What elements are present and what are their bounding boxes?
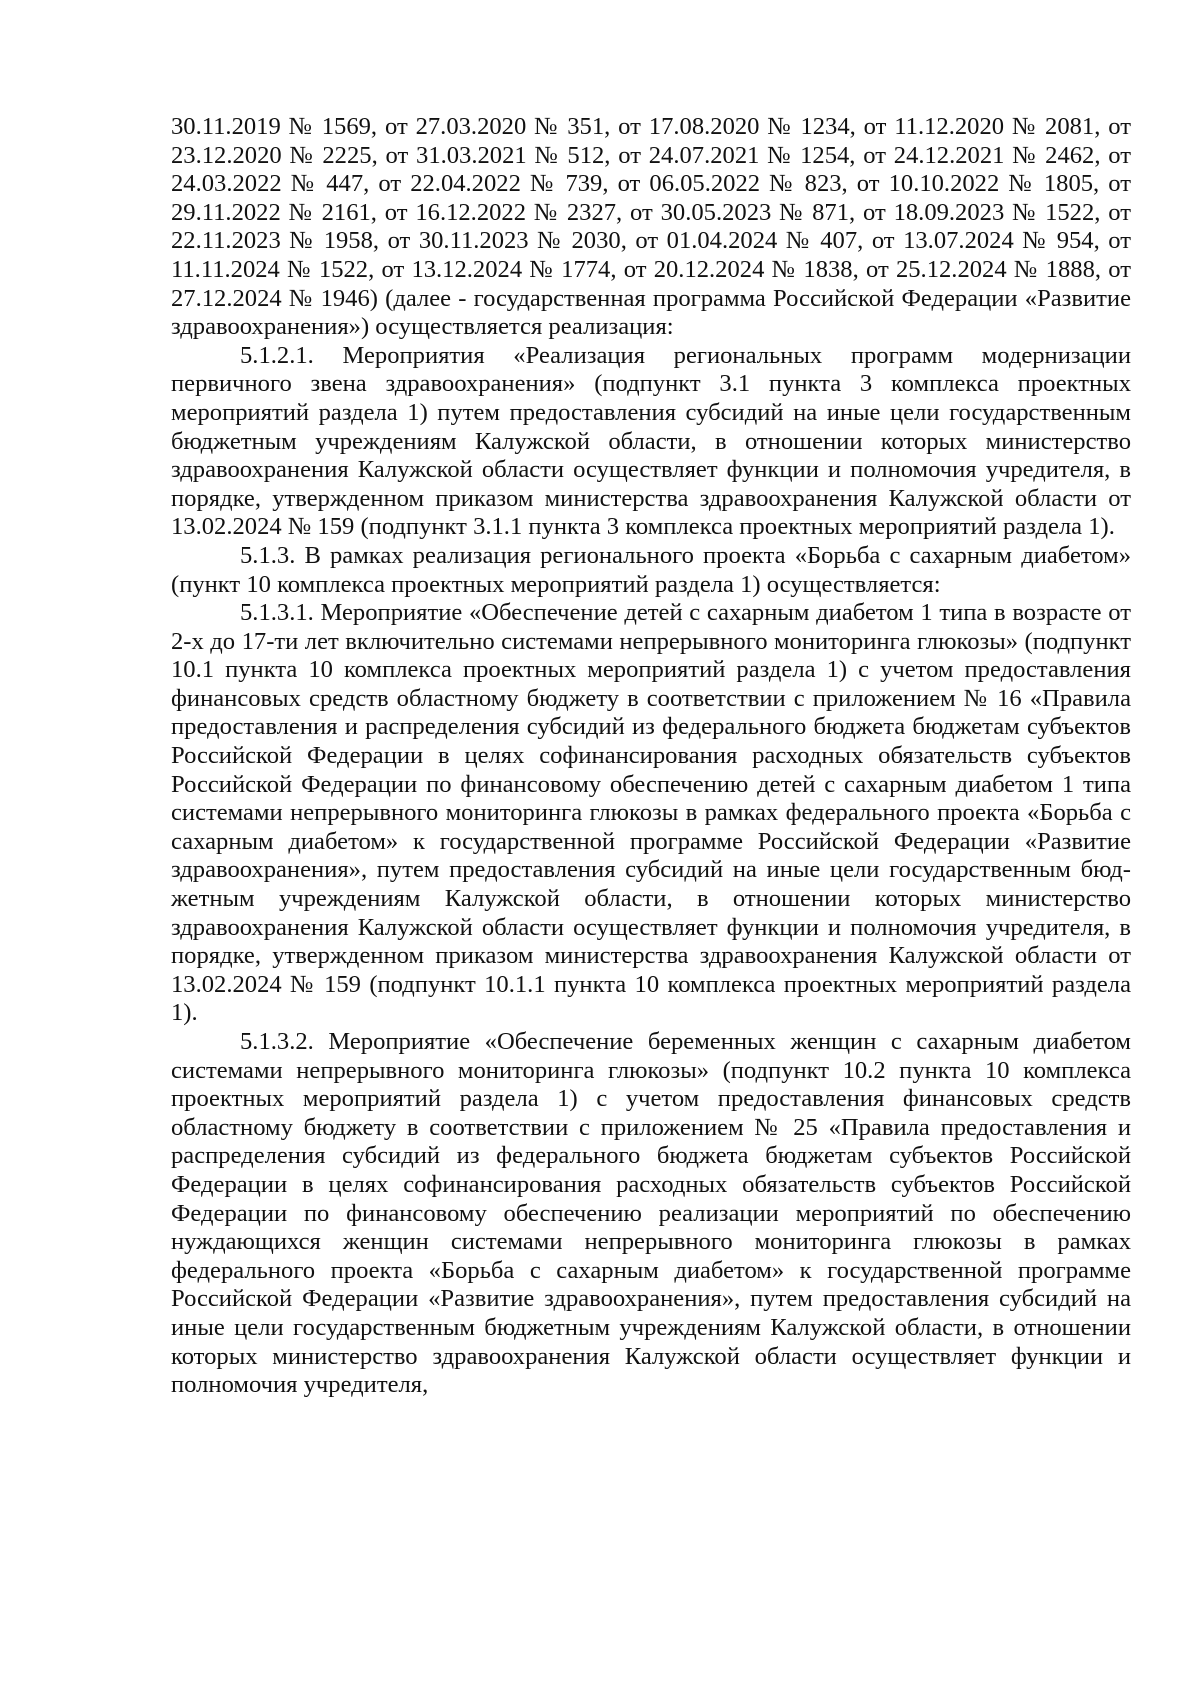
paragraph-5-1-3-2: 5.1.3.2. Мероприятие «Обеспечение беременных женщин с сахарным диабетом системами непрерывного мониторинга глюкозы» (подпункт 10.2 пункта 10 комплекса проектных мероприятий раздела 1) с учетом предоставления финансовых средств областному бюджету в соответствии с приложением № 25 «Правила предоставления и распределения субсидий из федерального бюджета бюджетам субъектов Российской Федерации в целях софинансирования расходных обязательств субъектов Российской Федерации по финансовому обеспечению реализации мероприятий по обеспечению нуждающихся женщин системами непрерывного мониторинга глюкозы в рамках федерального проекта «Борьба с сахарным диабетом» к государственной программе Российской Федерации «Развитие здравоохранения», путем предоставления субсидий на иные цели государственным бюджетным учреждениям Калужской области, в отношении которых министерство здравоохранения Калужской области осуществляет функции и полномочия учредителя, <box>171 1028 1131 1399</box>
paragraph-resolutions-list: 30.11.2019 № 1569, от 27.03.2020 № 351, от 17.08.2020 № 1234, от 11.12.2020 № 2081, от 23.12.2020 № 2225, от 31.03.2021 № 512, от 24.07.2021 № 1254, от 24.12.2021 № 2462, от 24.03.2022 № 447, от 22.04.2022 № 739, от 06.05.2022 № 823, от 10.10.2022 № 1805, от 29.11.2022 № 2161, от 16.12.2022 № 2327, от 30.05.2023 № 871, от 18.09.2023 № 1522, от 22.11.2023 № 1958, от 30.11.2023 № 2030, от 01.04.2024 № 407, от 13.07.2024 № 954, от 11.11.2024 № 1522, от 13.12.2024 № 1774, от 20.12.2024 № 1838, от 25.12.2024 № 1888, от 27.12.2024 № 1946) (далее - государственная программа Российской Федерации «Развитие здравоохранения») осуществляется реализация: <box>171 113 1131 341</box>
paragraph-5-1-3: 5.1.3. В рамках реализация регионального проекта «Борьба с сахарным диабетом» (пункт 10 комплекса проектных мероприятий раздела 1) осуществляется: <box>171 541 1131 598</box>
paragraph-5-1-2-1: 5.1.2.1. Мероприятия «Реализация региональных программ модернизации первичного звена здравоохранения» (подпункт 3.1 пункта 3 комплекса проектных мероприятий раздела 1) путем предоставления субсидий на иные цели государственным бюджетным учреждениям Калужской области, в отношении которых министерство здравоохранения Калужской области осуществляет функции и полномочия учредителя, в порядке, утвержденном приказом министерства здравоохранения Калужской области от 13.02.2024 № 159 (подпункт 3.1.1 пункта 3 комплекса проектных мероприятий раздела 1). <box>171 341 1131 541</box>
document-page <box>171 113 1131 1400</box>
paragraph-5-1-3-1: 5.1.3.1. Мероприятие «Обеспечение детей с сахарным диабетом 1 типа в возрасте от 2-х до 17-ти лет включительно системами непрерывного мониторинга глюкозы» (подпункт 10.1 пункта 10 комплекса проектных мероприятий раздела 1) с учетом предоставления финансовых средств областному бюджету в соответствии с приложением № 16 «Правила предоставления и распределения субсидий из федерального бюджета бюджетам субъектов Российской Федерации в целях софинансирования расходных обязательств субъектов Российской Федерации по финансовому обеспечению детей с сахарным диабетом 1 типа системами непрерывного мониторинга глюкозы в рамках федерального проекта «Борьба с сахарным диабетом» к государственной программе Российской Федерации «Развитие здравоохранения», путем предоставления субсидий на иные цели государственным бюджетным учреждениям Калужской области, в отношении которых министерство здравоохранения Калужской области осуществляет функции и полномочия учредителя, в порядке, утвержденном приказом министерства здравоохранения Калужской области от 13.02.2024 № 159 (подпункт 10.1.1 пункта 10 комплекса проектных мероприятий раздела 1). <box>171 599 1131 1027</box>
